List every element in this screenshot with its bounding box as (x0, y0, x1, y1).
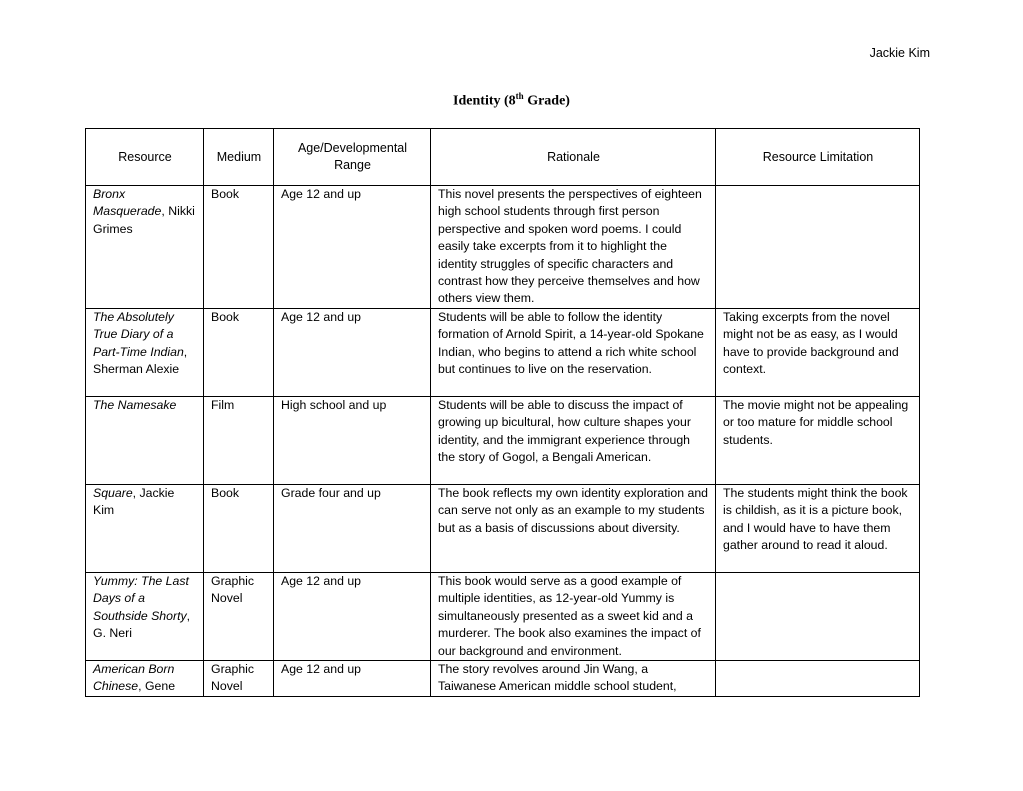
limitation-cell: The movie might not be appealing or too mature for middle school students. (716, 397, 920, 485)
age-cell: Grade four and up (274, 485, 431, 573)
resource-cell (86, 309, 204, 397)
resource-title: American Born Chinese (93, 662, 175, 694)
resource-title: The Namesake (93, 398, 177, 412)
resource-cell (86, 573, 204, 661)
medium-cell: Film (204, 397, 274, 485)
age-cell: Age 12 and up (274, 661, 431, 697)
age-cell: Age 12 and up (274, 186, 431, 309)
table-row (86, 485, 920, 573)
resource-title: Square (93, 486, 133, 500)
rationale-cell: This book would serve as a good example of multiple identities, as 12-year-old Yummy is simultaneously presented as a sweet kid and a murderer. The book also examines the impact of our background and environment. (431, 573, 716, 661)
rationale-cell: Students will be able to follow the identity formation of Arnold Spirit, a 14-year-old Spokane Indian, who begins to attend a rich white school but continues to live on the reservation. (431, 309, 716, 397)
age-cell: High school and up (274, 397, 431, 485)
resource-author: , Sherman Alexie (93, 344, 188, 377)
rationale-cell: The book reflects my own identity exploration and can serve not only as an example to my students but as a basis of discussions about diversity. (431, 485, 716, 573)
title-suffix: Grade) (523, 93, 570, 109)
page-title (0, 91, 1023, 110)
rationale-cell: Students will be able to discuss the impact of growing up bicultural, how culture shapes your identity, and the immigrant experience through the story of Gogol, a Bengali American. (431, 397, 716, 485)
medium-cell: Book (204, 485, 274, 573)
limitation-cell: The students might think the book is childish, as it is a picture book, and I would have to have them gather around to read it aloud. (716, 485, 920, 573)
resource-cell (86, 397, 204, 485)
resource-author: , Nikki Grimes (93, 204, 195, 236)
table-row (86, 661, 920, 697)
header-medium: Medium (204, 129, 274, 186)
medium-cell: Book (204, 309, 274, 397)
table-row (86, 309, 920, 397)
resource-cell (86, 661, 204, 697)
header-rationale: Rationale (431, 129, 716, 186)
resource-title: Yummy: The Last Days of a Southside Shorty (93, 574, 189, 623)
resource-author: , G. Neri (93, 608, 191, 641)
limitation-cell (716, 186, 920, 309)
table-row (86, 573, 920, 661)
header-limitation: Resource Limitation (716, 129, 920, 186)
limitation-cell: Taking excerpts from the novel might not be as easy, as I would have to provide background and context. (716, 309, 920, 397)
resource-title: The Absolutely True Diary of a Part-Time Indian (93, 310, 184, 359)
table-row (86, 397, 920, 485)
limitation-cell (716, 573, 920, 661)
resource-author: , Jackie Kim (93, 486, 175, 518)
age-cell: Age 12 and up (274, 309, 431, 397)
table-header-row (86, 129, 920, 186)
table-row (86, 186, 920, 309)
title-superscript: th (515, 91, 524, 101)
header-age: Age/Developmental Range (274, 129, 431, 186)
resource-table (85, 128, 920, 697)
resource-cell (86, 485, 204, 573)
medium-cell: Book (204, 186, 274, 309)
limitation-cell (716, 661, 920, 697)
resource-title: Bronx Masquerade (93, 187, 162, 219)
resource-cell (86, 186, 204, 309)
resource-author: , Gene (138, 679, 176, 694)
author-name: Jackie Kim (869, 46, 930, 60)
header-resource: Resource (86, 129, 204, 186)
medium-cell: Graphic Novel (204, 661, 274, 697)
rationale-cell: The story revolves around Jin Wang, a Taiwanese American middle school student, (431, 661, 716, 697)
medium-cell: Graphic Novel (204, 573, 274, 661)
age-cell: Age 12 and up (274, 573, 431, 661)
title-prefix: Identity (8 (453, 93, 516, 109)
rationale-cell: This novel presents the perspectives of eighteen high school students through first person perspective and spoken word poems. I could easily take excerpts from it to highlight the identity struggles of specific characters and contrast how they perceive themselves and how others view them. (431, 186, 716, 309)
